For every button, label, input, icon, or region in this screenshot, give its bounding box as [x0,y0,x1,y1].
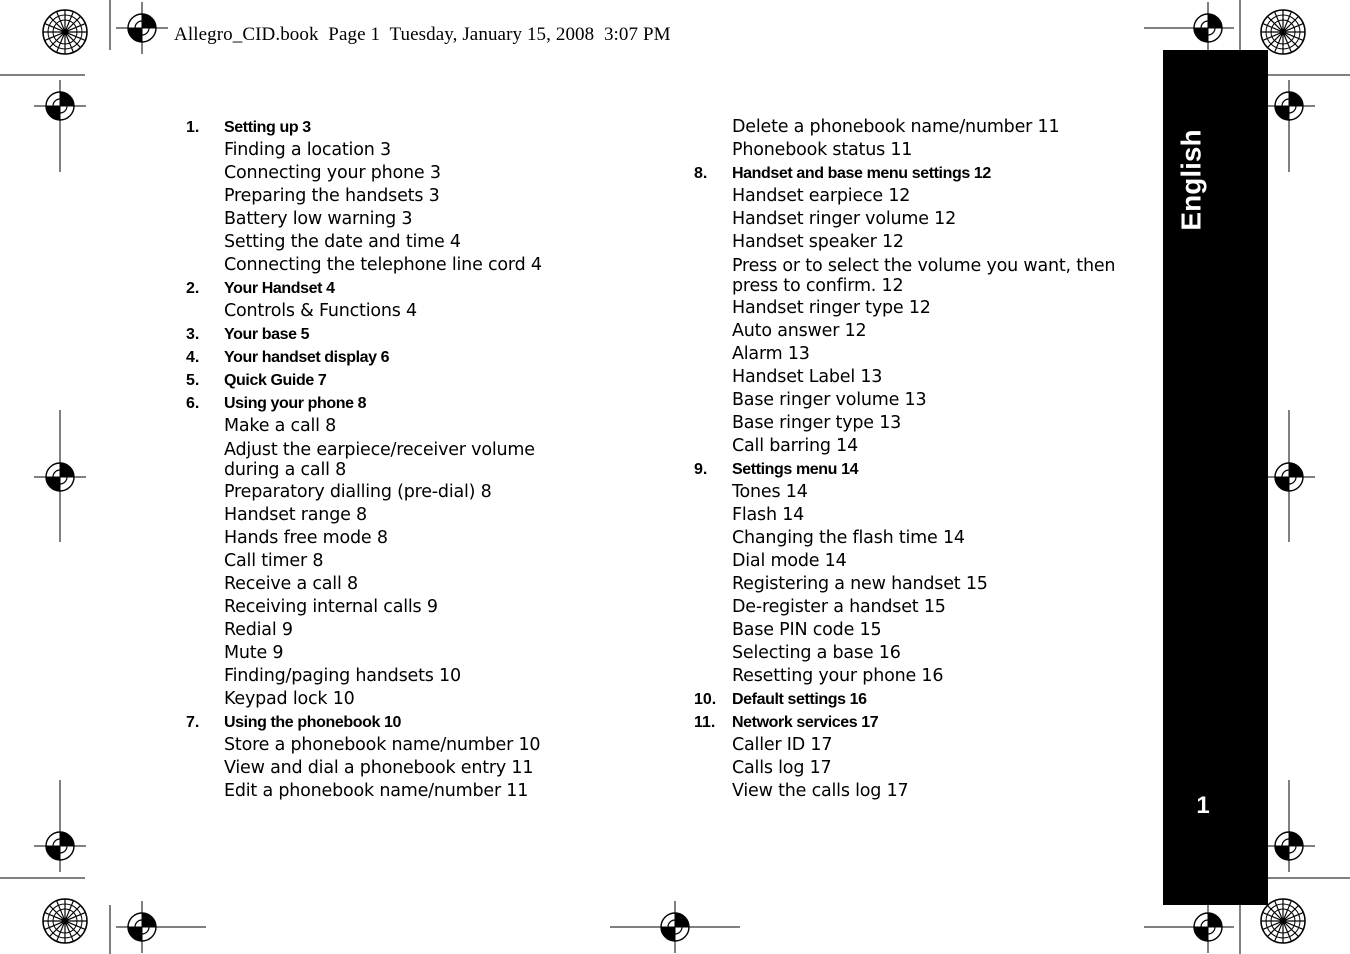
toc-entry[interactable]: Press or to select the volume you want, then press to confirm. 12 [732,256,1116,296]
toc-entry[interactable]: Preparatory dialling (pre-dial) 8 [224,482,492,502]
toc-section-number: 5. [186,372,200,389]
toc-entry[interactable]: Calls log 17 [732,758,832,778]
toc-entry[interactable]: Registering a new handset 15 [732,574,988,594]
toc-entry[interactable]: Handset ringer type 12 [732,298,931,318]
toc-entry[interactable]: Make a call 8 [224,416,337,436]
toc-entry[interactable]: Receiving internal calls 9 [224,597,438,617]
toc-entry[interactable]: Caller ID 17 [732,735,833,755]
toc-section-text: Your Handset 4 [224,280,335,297]
toc-entry[interactable]: Handset earpiece 12 [732,186,911,206]
toc-entry[interactable]: Preparing the handsets 3 [224,186,440,206]
toc-entry[interactable]: Handset range 8 [224,505,367,525]
toc-entry[interactable]: Selecting a base 16 [732,643,901,663]
toc-entry[interactable]: Flash 14 [732,505,805,525]
toc-entry[interactable]: Auto answer 12 [732,321,867,341]
toc-entry[interactable]: Alarm 13 [732,344,810,364]
toc-entry[interactable]: Store a phonebook name/number 10 [224,735,541,755]
toc-entry[interactable]: Base PIN code 15 [732,620,882,640]
toc-entry[interactable]: Delete a phonebook name/number 11 [732,117,1060,137]
toc-entry[interactable]: Base ringer type 13 [732,413,902,433]
toc-section-number: 8. [694,165,708,182]
toc-entry[interactable]: Battery low warning 3 [224,209,413,229]
toc-entry[interactable]: Adjust the earpiece/receiver volume during a call 8 [224,440,535,480]
toc-entry[interactable]: Handset ringer volume 12 [732,209,957,229]
toc-entry[interactable]: Receive a call 8 [224,574,358,594]
toc-entry[interactable]: Finding a location 3 [224,140,391,160]
toc-section-text: Default settings 16 [732,691,867,708]
toc-entry[interactable]: Dial mode 14 [732,551,847,571]
language-tab-text: English [1176,129,1207,231]
toc-entry[interactable]: Setting the date and time 4 [224,232,461,252]
toc-entry[interactable]: Edit a phonebook name/number 11 [224,781,529,801]
toc-section-number: 7. [186,714,200,731]
toc-entry[interactable]: Handset speaker 12 [732,232,904,252]
toc-entry[interactable]: Mute 9 [224,643,284,663]
toc-entry[interactable]: View and dial a phonebook entry 11 [224,758,534,778]
toc-entry[interactable]: Controls & Functions 4 [224,301,417,321]
toc-entry[interactable]: Base ringer volume 13 [732,390,927,410]
toc-entry[interactable]: Hands free mode 8 [224,528,388,548]
toc-section-text: Quick Guide 7 [224,372,327,389]
toc-section-number: 1. [186,119,200,136]
toc-entry[interactable]: De-register a handset 15 [732,597,946,617]
toc-section-number: 9. [694,461,708,478]
toc-entry[interactable]: Phonebook status 11 [732,140,913,160]
toc-entry[interactable]: View the calls log 17 [732,781,909,801]
toc-section-number: 4. [186,349,200,366]
toc-section-number: 3. [186,326,200,343]
toc-section-text: Network services 17 [732,714,879,731]
toc-section-text: Setting up 3 [224,119,311,136]
toc-entry[interactable]: Call barring 14 [732,436,859,456]
toc-section-text: Using the phonebook 10 [224,714,401,731]
toc-entry[interactable]: Handset Label 13 [732,367,883,387]
toc-section-number: 11. [694,714,716,731]
toc-entry[interactable]: Call timer 8 [224,551,324,571]
toc-entry[interactable]: Resetting your phone 16 [732,666,944,686]
toc-entry[interactable]: Changing the flash time 14 [732,528,965,548]
toc-entry[interactable]: Connecting your phone 3 [224,163,441,183]
toc-section-number: 10. [694,691,717,708]
toc-entry[interactable]: Keypad lock 10 [224,689,355,709]
toc-section-number: 6. [186,395,200,412]
toc-entry[interactable]: Connecting the telephone line cord 4 [224,255,542,275]
toc-entry[interactable]: Redial 9 [224,620,293,640]
toc-section-text: Handset and base menu settings 12 [732,165,991,182]
toc-entry[interactable]: Tones 14 [732,482,808,502]
page-number: 1 [1196,792,1210,819]
print-header: Allegro_CID.book Page 1 Tuesday, January 15, 2008 3:07 PM [174,24,671,45]
toc-section-text: Your handset display 6 [224,349,390,366]
toc-section-text: Settings menu 14 [732,461,859,478]
toc-section-text: Using your phone 8 [224,395,367,412]
toc-entry[interactable]: Finding/paging handsets 10 [224,666,461,686]
toc-section-number: 2. [186,280,200,297]
toc-section-text: Your base 5 [224,326,310,343]
